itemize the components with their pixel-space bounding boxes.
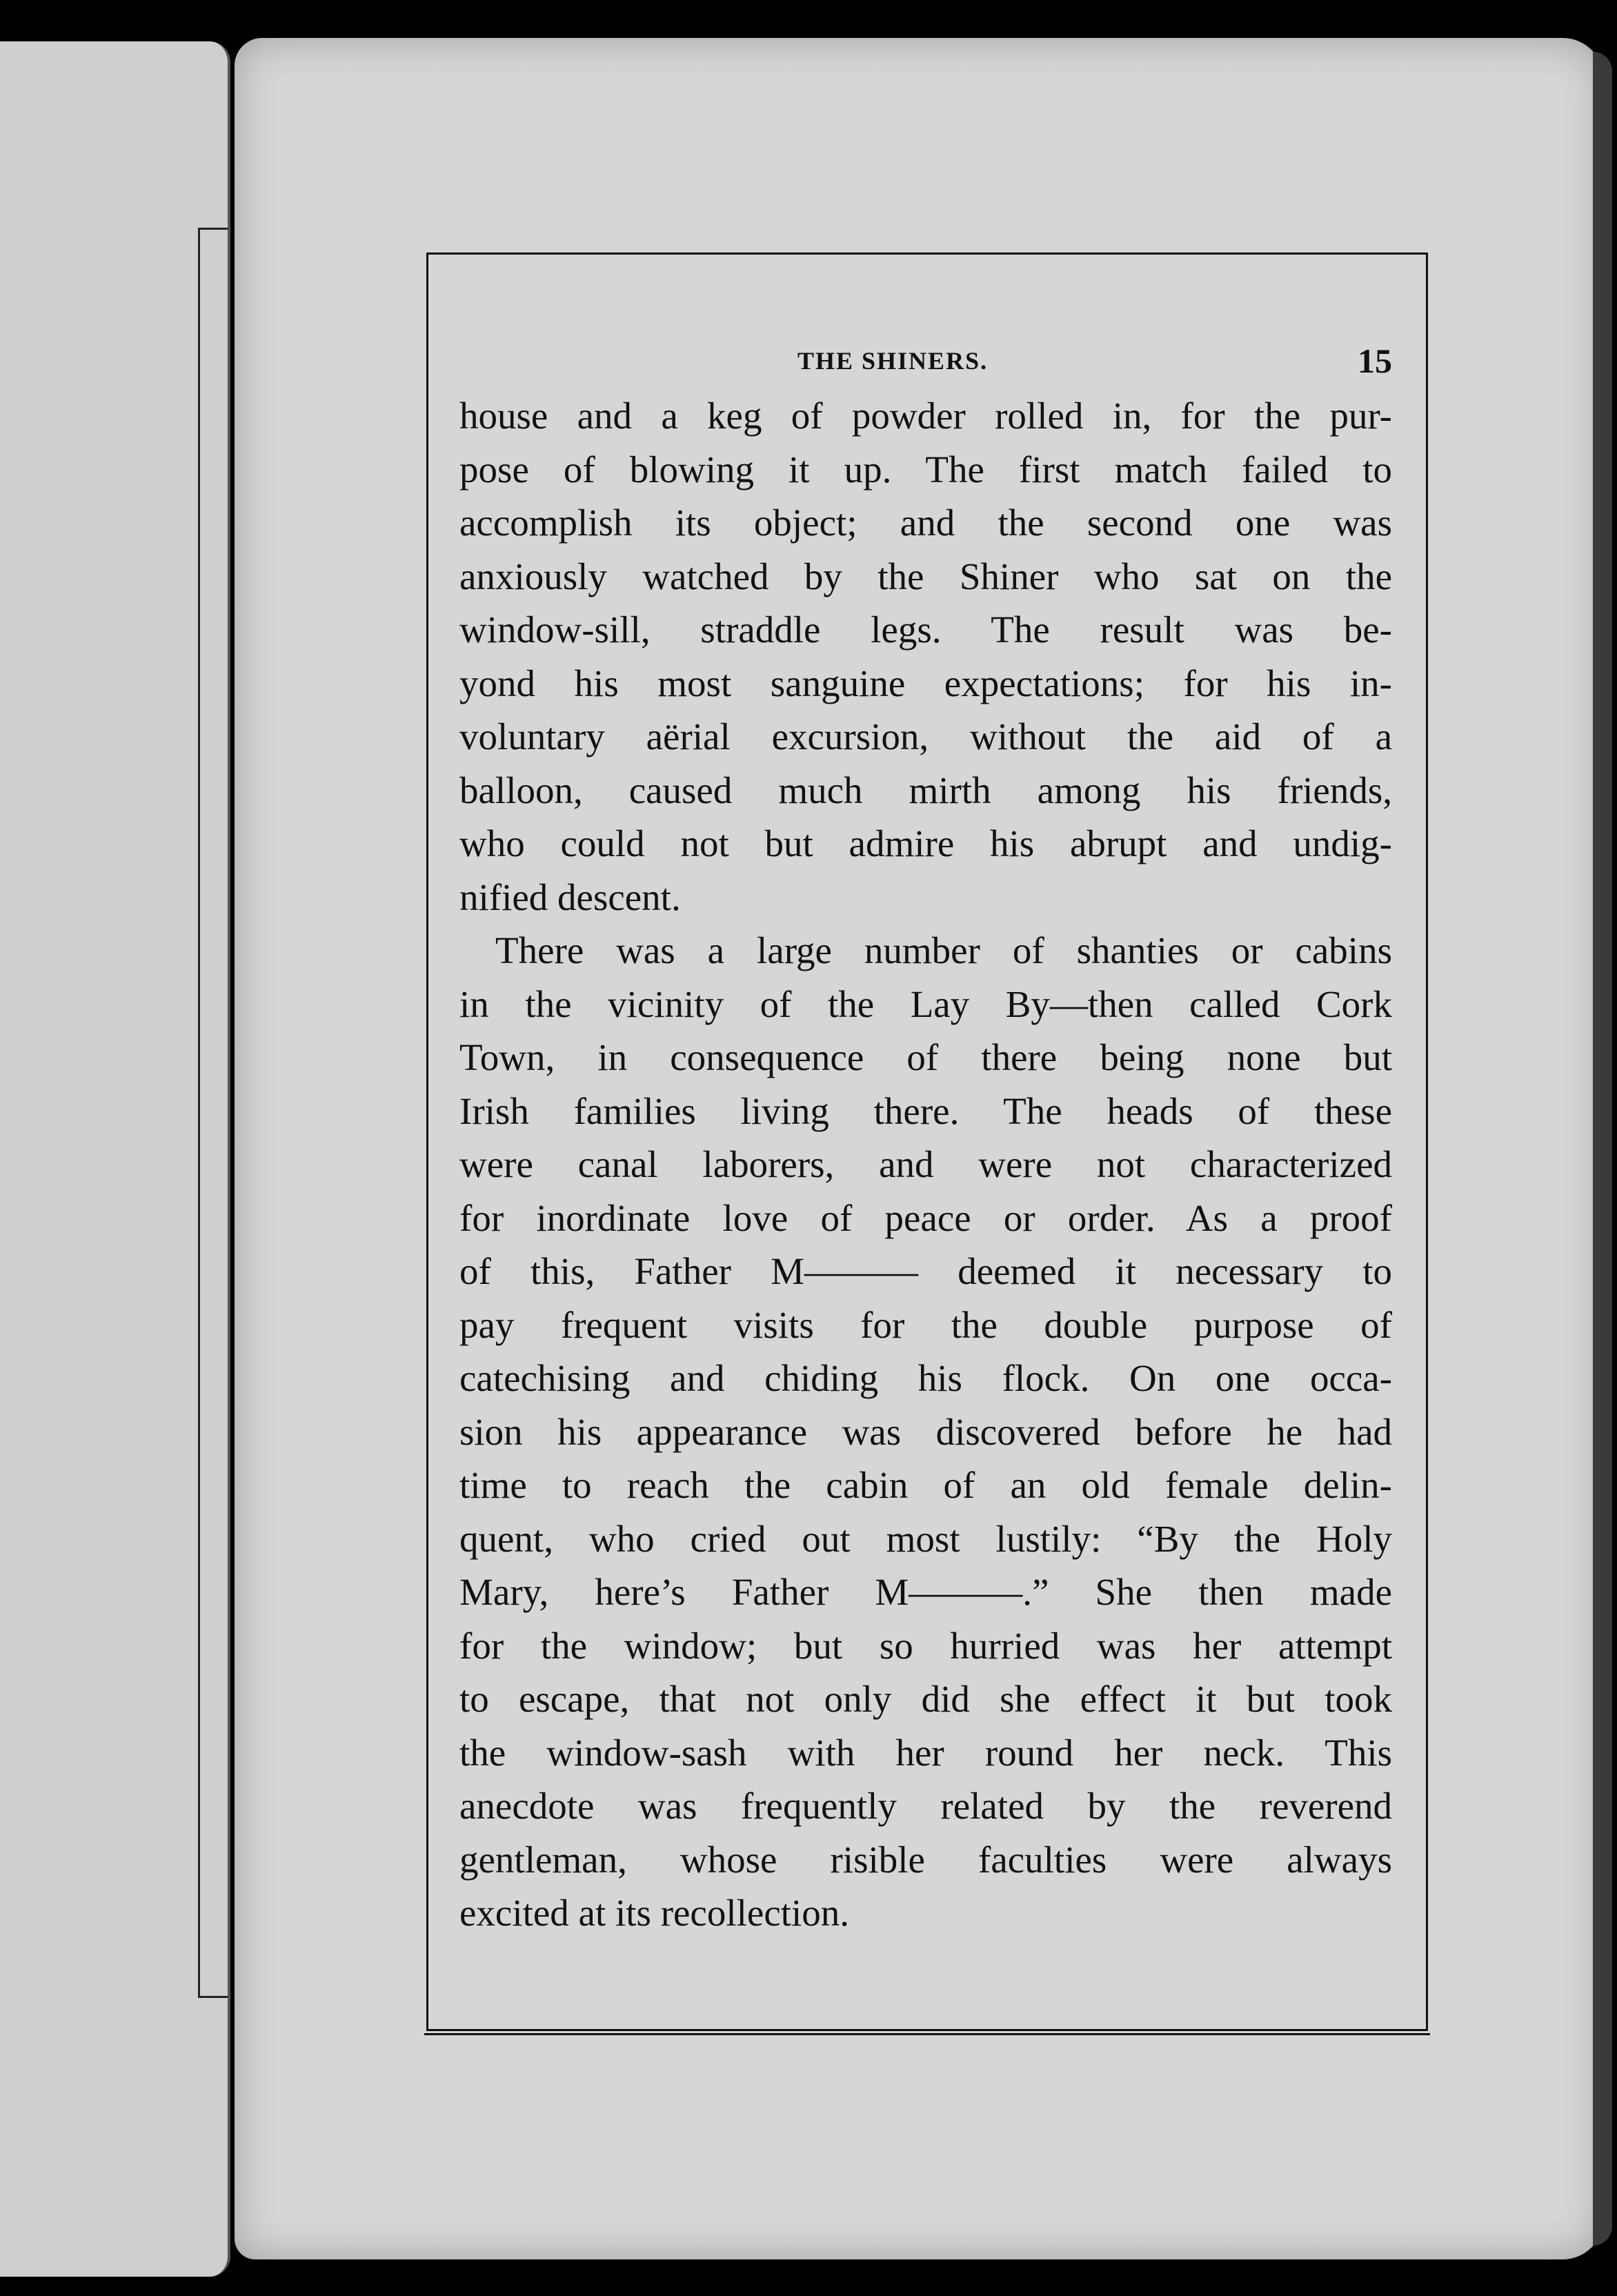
text-line: the window-sash with her round her neck. This [459, 1731, 1392, 1774]
text-line: for inordinate love of peace or order. As a proof [459, 1196, 1392, 1239]
text-block [459, 341, 1392, 1940]
text-line: were canal laborers, and were not characterized [459, 1143, 1392, 1185]
text-line: in the vicinity of the Lay By—then called Cork [459, 982, 1392, 1025]
previous-page-edge [0, 41, 230, 2277]
text-line: nified descent. [459, 875, 681, 918]
text-line: pose of blowing it up. The first match failed to [459, 448, 1392, 491]
previous-page-frame-edge [198, 228, 228, 1998]
paragraph [459, 389, 1392, 924]
page-number: 15 [1358, 342, 1392, 380]
text-line: house and a keg of powder rolled in, for the pur- [459, 395, 1392, 437]
text-line: pay frequent visits for the double purpose of [459, 1303, 1392, 1346]
text-line: balloon, caused much mirth among his friends, [459, 769, 1392, 811]
text-line: Town, in consequence of there being none but [459, 1036, 1392, 1078]
text-line: time to reach the cabin of an old female delin- [459, 1464, 1392, 1506]
text-line: catechising and chiding his flock. On one occa- [459, 1357, 1392, 1399]
body-text [459, 389, 1392, 1940]
text-line: Irish families living there. The heads of these [459, 1089, 1392, 1132]
text-line: anecdote was frequently related by the reverend [459, 1785, 1392, 1827]
text-line: excited at its recollection. [459, 1892, 850, 1934]
text-line: of this, Father M——— deemed it necessary to [459, 1250, 1392, 1292]
running-head [459, 341, 1392, 389]
text-line: gentleman, whose risible faculties were always [459, 1838, 1392, 1881]
text-line: window-sill, straddle legs. The result was be- [459, 608, 1392, 651]
text-frame [426, 253, 1428, 2031]
running-title: THE SHINERS. [797, 347, 989, 375]
text-line: quent, who cried out most lustily: “By the Holy [459, 1517, 1392, 1560]
text-line: anxiously watched by the Shiner who sat on the [459, 555, 1392, 597]
text-line: Mary, here’s Father M———.” She then made [459, 1571, 1392, 1613]
text-line: sion his appearance was discovered before he had [459, 1410, 1392, 1453]
text-line: voluntary aërial excursion, without the aid of a [459, 715, 1392, 758]
text-line: yond his most sanguine expectations; for his in- [459, 662, 1392, 704]
text-line: to escape, that not only did she effect it but took [459, 1678, 1392, 1720]
paragraph [459, 924, 1392, 1940]
text-line: for the window; but so hurried was her attempt [459, 1624, 1392, 1667]
book-page [235, 38, 1604, 2259]
text-line: who could not but admire his abrupt and undig- [459, 822, 1392, 864]
text-line: There was a large number of shanties or cabins [495, 929, 1392, 971]
text-line: accomplish its object; and the second one was [459, 502, 1392, 544]
